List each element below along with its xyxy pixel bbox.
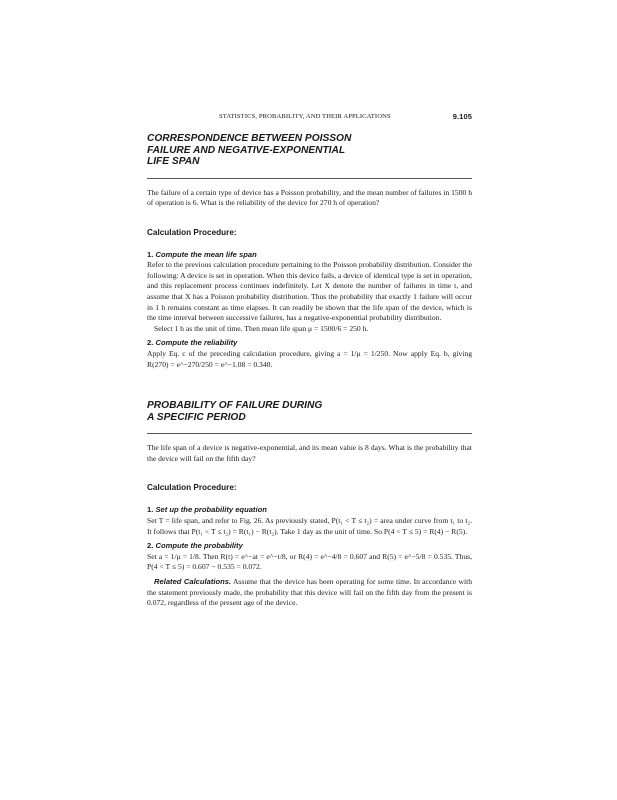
section2-rule — [147, 433, 472, 434]
section2-step2-title: Compute the probability — [155, 541, 243, 551]
section1-step1-number: 1. — [147, 249, 154, 259]
section2-title-line2: A SPECIFIC PERIOD — [147, 411, 246, 423]
related-calculations-label: Related Calculations. — [154, 576, 232, 586]
section1-step2-body: Apply Eq. c of the preceding calculation procedure, giving a = 1/μ = 1/250. Now apply Eq. b, giving R(270) = e^−270/250 = e^−1.08 = 0.340. — [147, 349, 472, 369]
section1-step2-number: 2. — [147, 338, 154, 348]
section2-step1-heading — [147, 505, 472, 516]
section2-step2-body: Set a = 1/μ = 1/8. Then R(t) = e^−at = e^−t/8, or R(4) = e^−4/8 = 0.607 and R(5) = e^−5/8 = 0.535. Thus, P(4 < T ≤ 5) = 0.607 − 0.535 = 0.072. — [147, 551, 472, 572]
section2-related-calculations — [147, 577, 472, 609]
section1-procedure-heading: Calculation Procedure: — [147, 227, 237, 237]
section2-problem: The life span of a device is negative-exponential, and its mean value is 8 days. What is the probability that the device will fail on the fifth day? — [147, 443, 472, 463]
section1-step1-body: Refer to the previous calculation procedure pertaining to the Poisson probability distribution. Consider the following: A device is set in operation. When this device fails, a device of identical type is set in operation, and this replacement process continues indefinitely. Let X denote the number of failures in time t, and assume that X has a Poisson probability distribution. Thus the probability that exactly 1 failure will occur in 1 h remains constant as time elapses. It can readily be shown that the life span of the device, which is the time interval between successive failures, has a negative-exponential probability distribution. — [147, 260, 472, 323]
section2-title-line1: PROBABILITY OF FAILURE DURING — [147, 400, 323, 412]
section2-step2-number: 2. — [147, 541, 154, 551]
content — [147, 133, 472, 609]
section1-title-line3: LIFE SPAN — [147, 156, 200, 167]
section2-step1-body: Set T = life span, and refer to Fig. 26. As previously stated, P(t₁ < T ≤ t₂) = area under curve from t₁ to t₂. It follows that P(t₁ < T ≤ t₂) = R(t₁) − R(t₂). Take 1 day as the unit of time. So P(4 < T ≤ 5) = R(4) − R(5). — [147, 516, 472, 536]
section2-step2-heading — [147, 541, 472, 552]
section1-step1-title: Compute the mean life span — [155, 249, 257, 259]
section1-title-line2: FAILURE AND NEGATIVE-EXPONENTIAL — [147, 144, 346, 156]
section1-rule — [147, 178, 472, 179]
section2-procedure-heading: Calculation Procedure: — [147, 483, 237, 493]
section1-step1-body2: Select 1 h as the unit of time. Then mean life span μ = 1500/6 = 250 h. — [154, 323, 369, 333]
section1-title — [147, 133, 472, 168]
section1-step2-title: Compute the reliability — [155, 338, 238, 348]
section2-step1-number: 1. — [147, 505, 154, 515]
section1-problem: The failure of a certain type of device has a Poisson probability, and the mean number of failures in 1500 h of operation is 6. What is the reliability of the device for 270 h of operation? — [147, 187, 472, 208]
page-number: 9.105 — [452, 112, 472, 121]
section2-step1-title: Set up the probability equation — [155, 505, 267, 515]
section1-step1-heading — [147, 250, 472, 261]
running-title: STATISTICS, PROBABILITY, AND THEIR APPLICATIONS — [219, 113, 391, 120]
section1-title-line1: CORRESPONDENCE BETWEEN POISSON — [147, 133, 352, 144]
section1-step2-heading — [147, 338, 472, 349]
section2-title — [147, 400, 472, 423]
related-calculations-body: Assume that the device has been operating for some time. In accordance with the statement previously made, the probability that this device will fail on the fifth day from the present is 0.072, regardless of the present age of the device. — [147, 576, 472, 608]
